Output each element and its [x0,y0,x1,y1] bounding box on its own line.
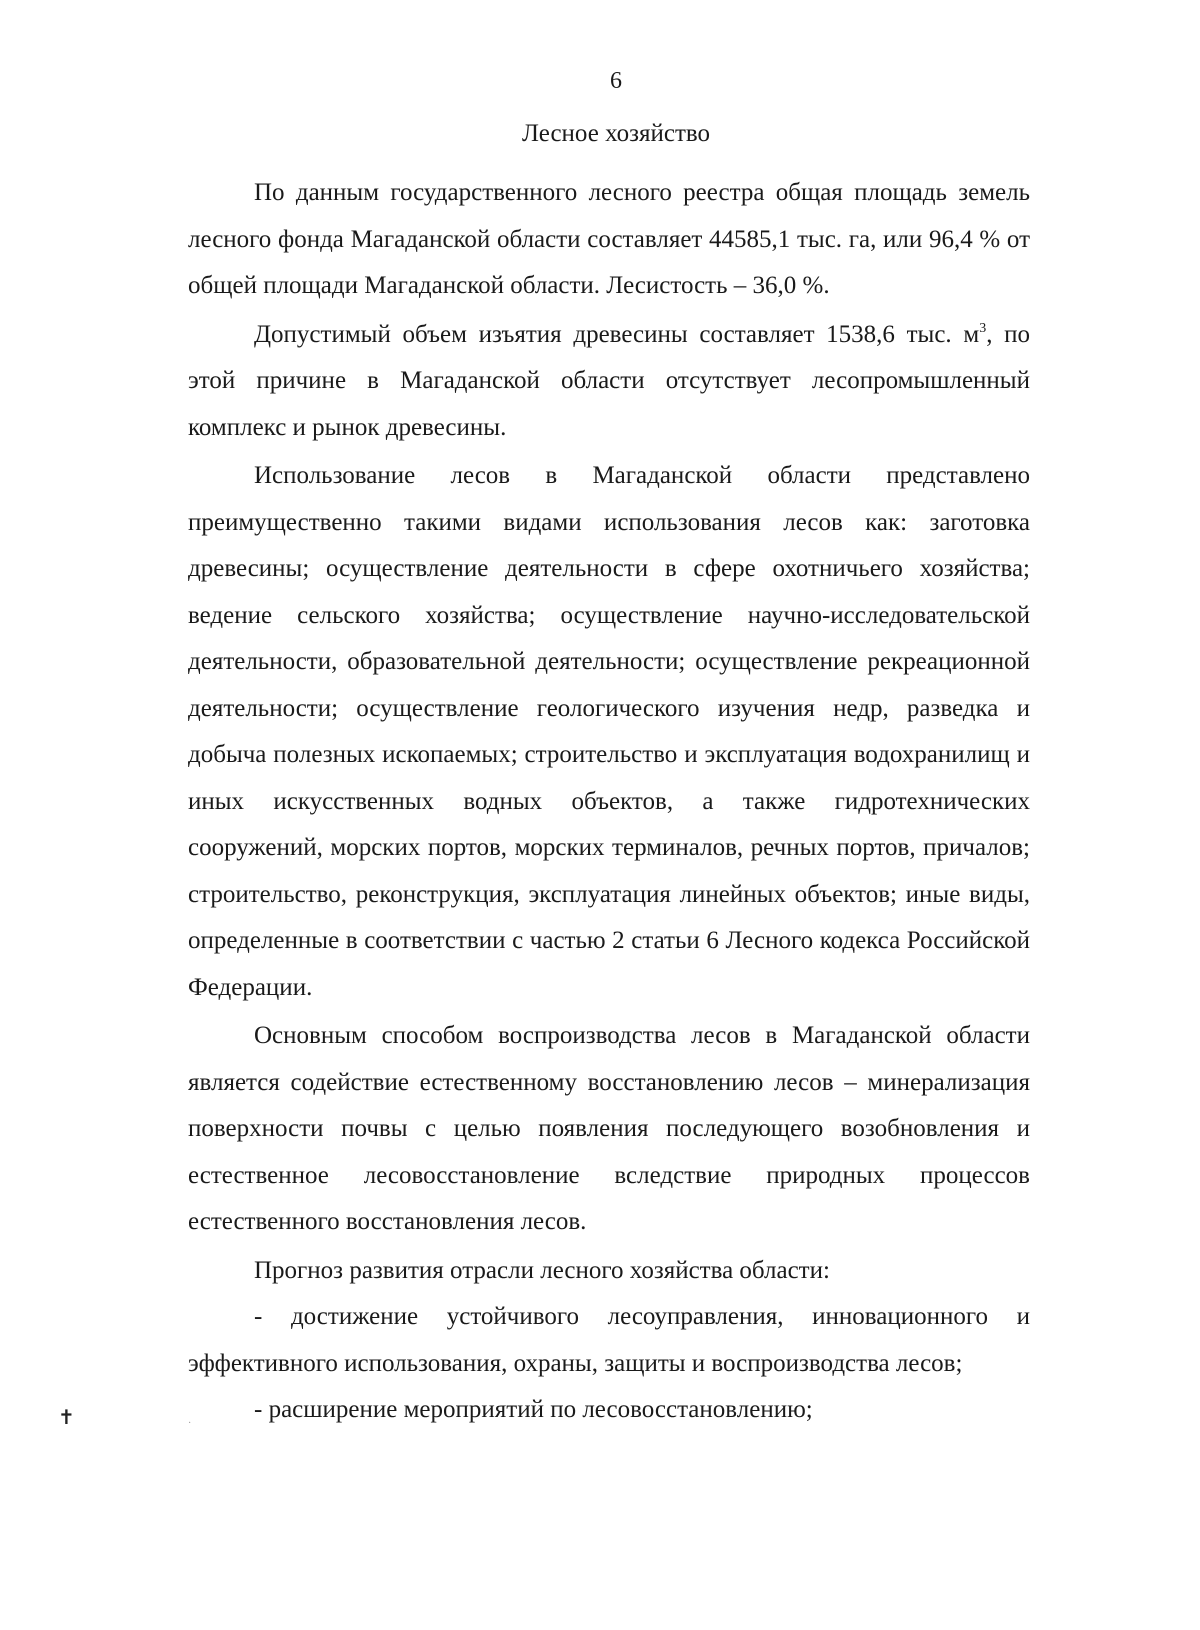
list-item-sustainable-management: - достижение устойчивого лесоуправления, инновационного и эффективного использования, охраны, защиты и воспроизводства лесов; [188,1303,1030,1377]
timber-text-before: Допустимый объем изъятия древесины составляет 1538,6 тыс. м [254,320,980,348]
timber-text-after: , по этой причине в Магаданской области отсутствует лесопромышленный комплекс и рынок древесины. [188,320,1030,441]
cubic-superscript: 3 [979,320,987,336]
list-item-reforestation: - расширение мероприятий по лесовосстановлению; [254,1396,813,1423]
paragraph-timber-volume [188,312,1030,452]
scan-speck: · [188,1418,192,1429]
paragraph-forecast-intro: Прогноз развития отрасли лесного хозяйства области: [254,1256,830,1284]
paragraph-forest-area: По данным государственного лесного реестра общая площадь земель лесного фонда Магаданской области составляет 44585,1 тыс. га, или 96,4 % от общей площади Магаданской области. Лесистость – 36,0 %. [188,179,1030,299]
section-heading: Лесное хозяйство [521,120,711,147]
margin-mark: ✝ [58,1407,75,1429]
page-number: 6 [610,68,622,94]
paragraph-reproduction: Основным способом воспроизводства лесов в Магаданской области является содействие естественному восстановлению лесов – минерализация поверхности почвы с целью появления последующего возобновления и естественное лесовосстановление вследствие природных процессов естественного восстановления лесов. [188,1022,1030,1235]
paragraph-forest-use: Использование лесов в Магаданской области представлено преимущественно такими видами использования лесов как: заготовка древесины; осуществление деятельности в сфере охотничьего хозяйства; ведение сельского хозяйства; осуществление научно-исследовательской деятельности, образовательной деятельности; осуществление рекреационной деятельности; осуществление геологического изучения недр, разведка и добыча полезных ископаемых; строительство и эксплуатация водохранилищ и иных искусственных водных объектов, а также гидротехнических сооружений, морских портов, морских терминалов, речных портов, причалов; строительство, реконструкция, эксплуатация линейных объектов; иные виды, определенные в соответствии с частью 2 статьи 6 Лесного кодекса Российской Федерации. [188,462,1030,1001]
document-body [188,170,1030,1434]
